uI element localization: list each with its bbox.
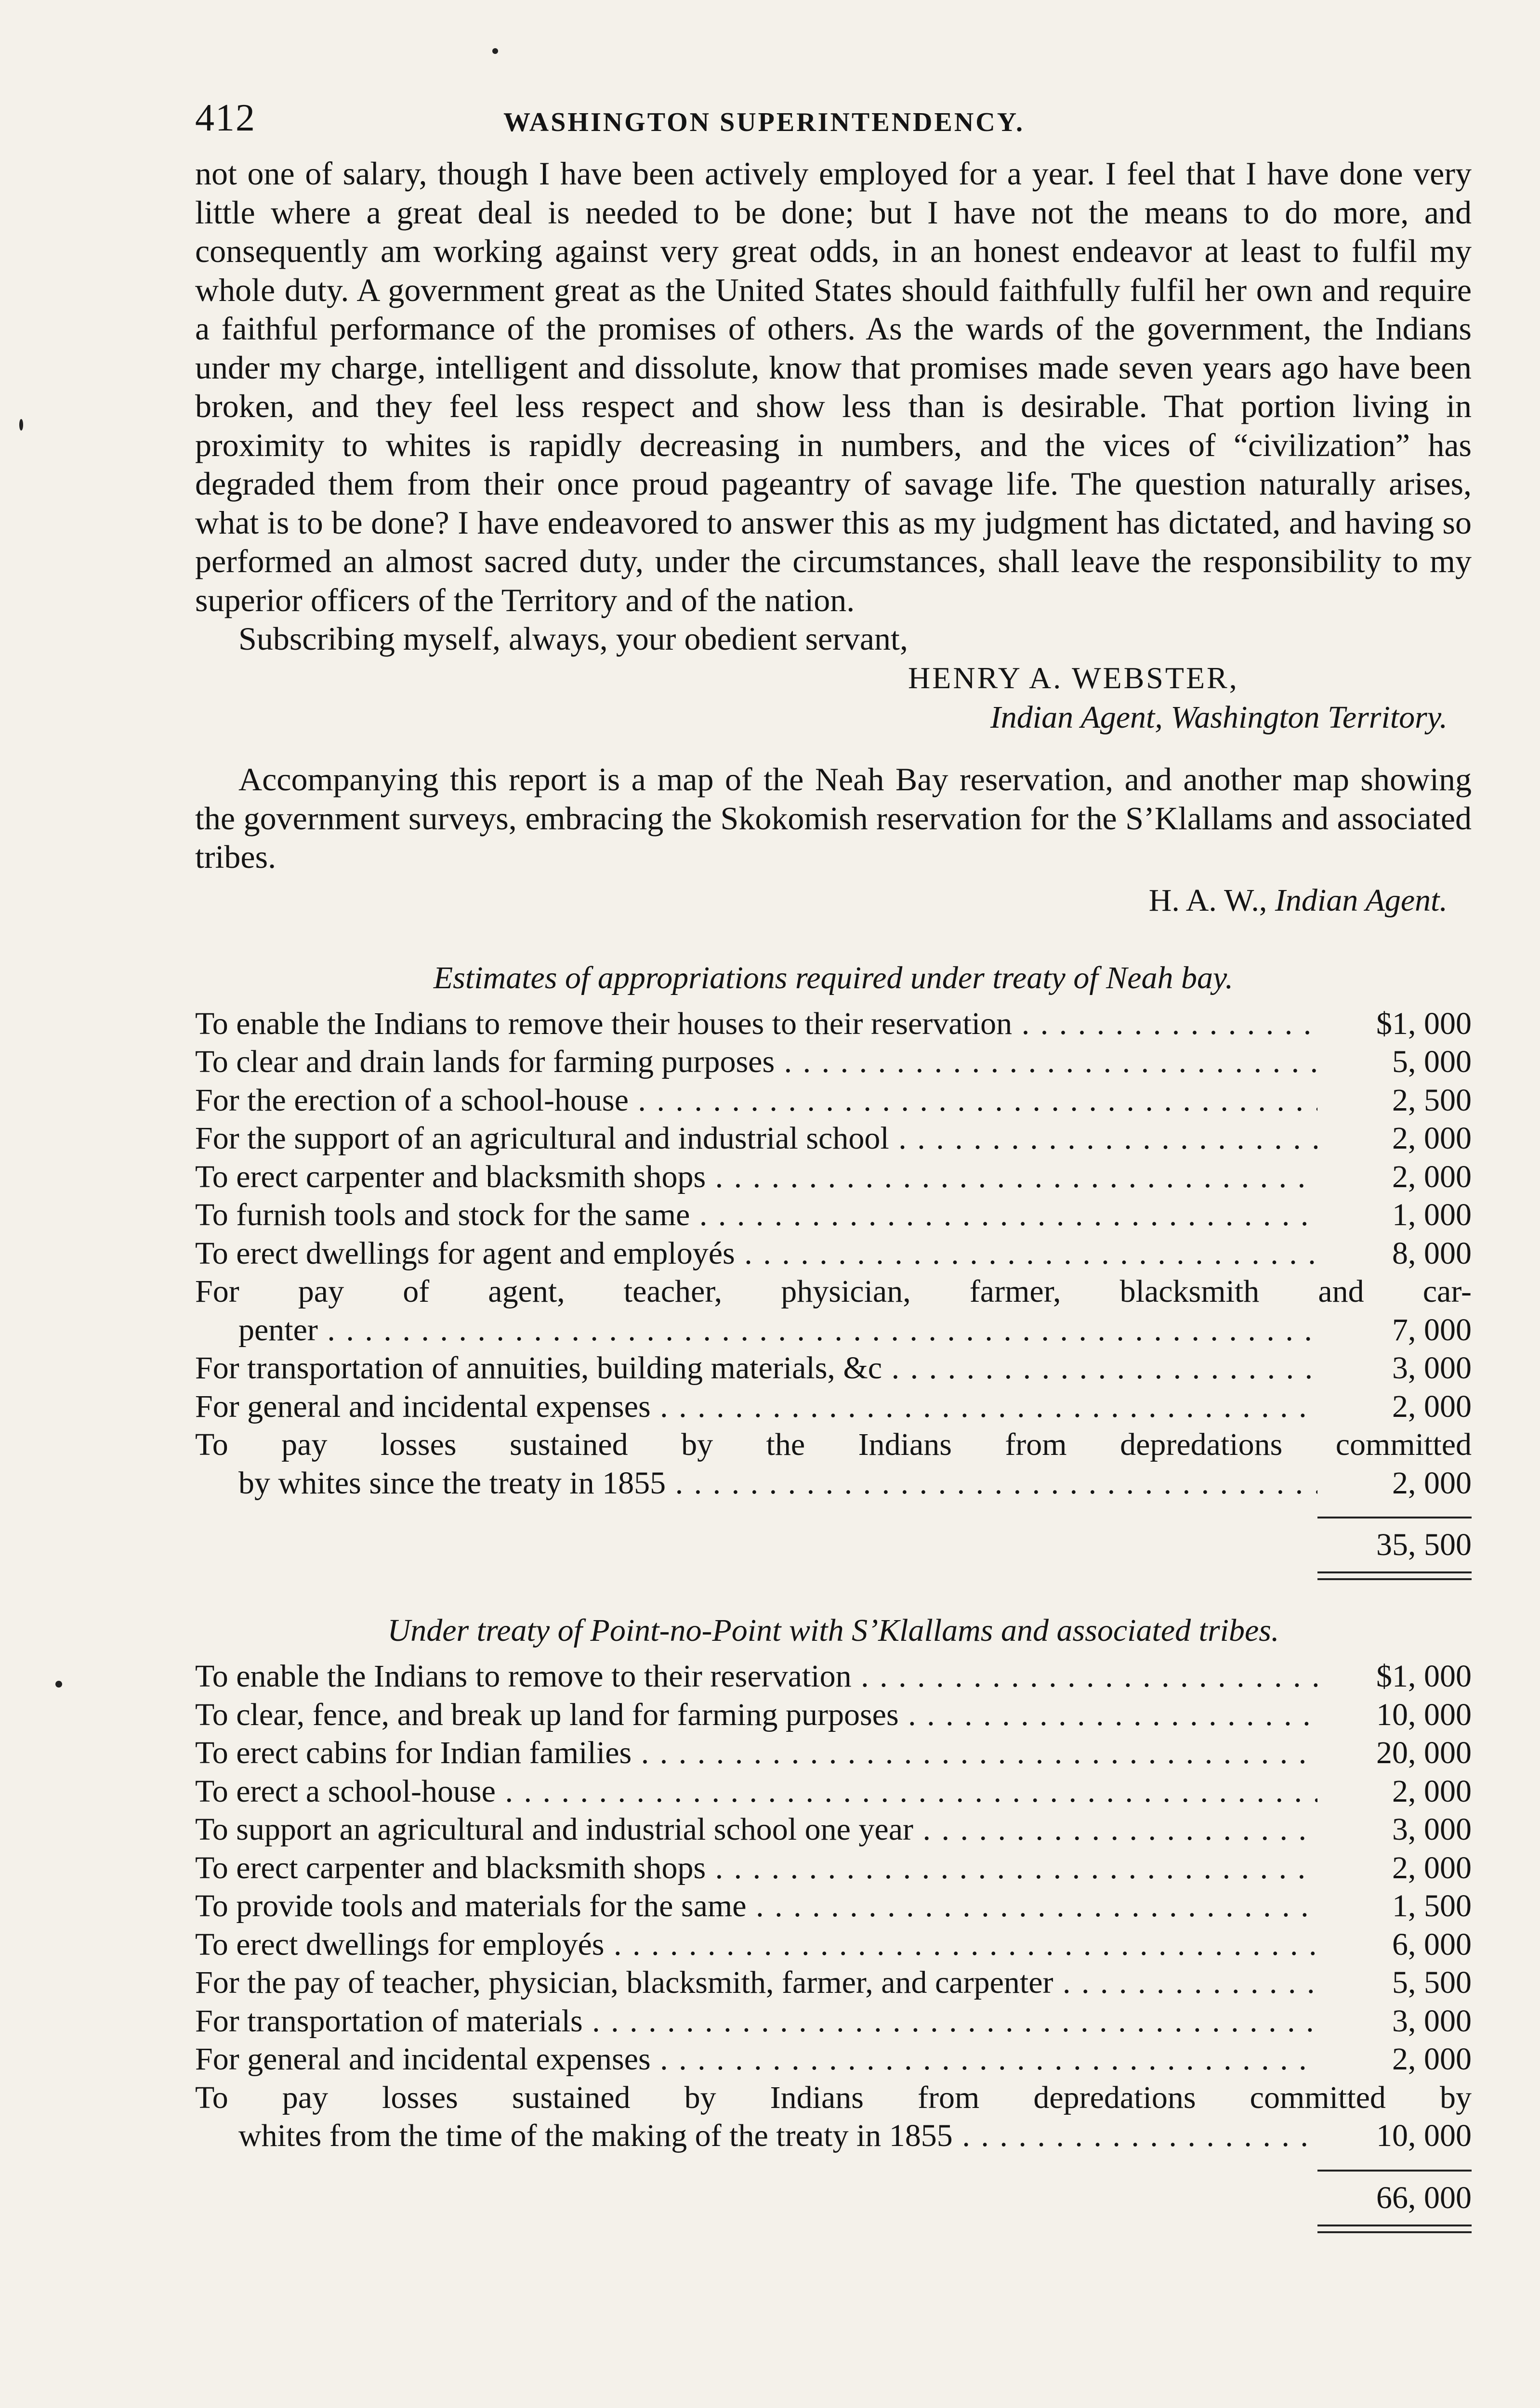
- point-no-point-heading: Under treaty of Point-no-Point with S’Klallams and associated tribes.: [387, 1613, 1279, 1648]
- scan-speck: [492, 48, 498, 54]
- item-label: To provide tools and materials for the same . . .: [195, 1887, 1317, 1925]
- neah-bay-heading: Estimates of appropriations required under treaty of Neah bay.: [433, 960, 1234, 995]
- item-label: For general and incidental expenses . . .: [195, 2040, 1317, 2079]
- item-label: To clear, fence, and break up land for farming purposes . . .: [195, 1696, 1317, 1734]
- table-row: [195, 1810, 1472, 1849]
- neah-bay-estimates: [195, 952, 1472, 1581]
- item-amount: 8, 000: [1392, 1235, 1472, 1271]
- item-label-line1: To pay losses sustained by Indians from depredations committed by: [195, 2080, 1472, 2115]
- item-label-line2: whites from the time of the making of the treaty in 1855 . . .: [238, 2117, 1317, 2155]
- item-amount: 3, 000: [1392, 1812, 1472, 1847]
- item-amount: 10, 000: [1376, 1697, 1472, 1732]
- item-amount: 2, 000: [1392, 1773, 1472, 1809]
- item-label: For the pay of teacher, physician, blacksmith, farmer, and carpenter . . .: [195, 1963, 1317, 2002]
- item-amount: $1, 000: [1376, 1006, 1472, 1041]
- item-label-line2: by whites since the treaty in 1855 . . .: [238, 1464, 1317, 1503]
- table-row: [195, 1272, 1472, 1349]
- item-label: To erect dwellings for agent and employés . . .: [195, 1234, 1317, 1273]
- table-row: [195, 1387, 1472, 1426]
- table-row: [195, 2079, 1472, 2155]
- initials-title: Indian Agent.: [1275, 882, 1448, 918]
- item-amount: 2, 000: [1392, 1465, 1472, 1501]
- agent-initials: [195, 877, 1472, 925]
- item-label: To erect a school-house . . .: [195, 1772, 1317, 1811]
- item-label-line2: penter . . .: [238, 1311, 1317, 1349]
- item-label: For the support of an agricultural and industrial school . . .: [195, 1119, 1317, 1158]
- item-amount: 5, 000: [1392, 1044, 1472, 1079]
- initials-text: H. A. W.,: [1148, 882, 1267, 918]
- closing-line: Subscribing myself, always, your obedient servant,: [238, 620, 908, 657]
- item-label: To furnish tools and stock for the same . . .: [195, 1196, 1317, 1234]
- table-row: [195, 1196, 1472, 1234]
- item-label: To erect carpenter and blacksmith shops . . .: [195, 1849, 1317, 1887]
- item-amount: 1, 500: [1392, 1888, 1472, 1924]
- item-label: To erect cabins for Indian families . . .: [195, 1734, 1317, 1772]
- item-amount: 3, 000: [1392, 1350, 1472, 1386]
- item-amount: 6, 000: [1392, 1926, 1472, 1962]
- table-row: [195, 1005, 1472, 1043]
- item-amount: 5, 500: [1392, 1965, 1472, 2000]
- neah-bay-total-block: [1317, 1517, 1472, 1580]
- scan-speck: [19, 419, 23, 431]
- table-row: [195, 1657, 1472, 1696]
- page-number: 412: [195, 97, 256, 139]
- table-row: [195, 1772, 1472, 1811]
- item-amount: 7, 000: [1392, 1312, 1472, 1348]
- item-amount: 2, 000: [1392, 1388, 1472, 1424]
- item-label: For transportation of annuities, building materials, &c . . .: [195, 1349, 1317, 1387]
- item-label-line1: For pay of agent, teacher, physician, farmer, blacksmith and car-: [195, 1274, 1472, 1309]
- table-row: [195, 2002, 1472, 2041]
- page-header-title: WASHINGTON SUPERINTENDENCY.: [503, 107, 1025, 137]
- table-row: [195, 1234, 1472, 1273]
- total-double-rule: [1317, 2225, 1472, 2233]
- item-amount: 2, 000: [1392, 1121, 1472, 1156]
- report-paragraph: not one of salary, though I have been actively employed for a year. I feel that I have done very little where a great deal is needed to be done; but I have not the means to do more, and consequently am working against very great odds, in an honest endeavor at least to fulfil my whole duty. A government great as the United States should faithfully fulfil her own and require a faithful performance of the promises of others. As the wards of the government, the Indians under my charge, intelligent and dissolute, know that promises made seven years ago have been broken, and they feel less respect and show less than is desirable. That portion living in proximity to whites is rapidly decreasing in numbers, and the vices of “civilization” has degraded them from their once proud pageantry of savage life. The question naturally arises, what is to be done? I have endeavored to answer this as my judgment has dictated, and having so performed an almost sacred duty, under the circumstances, shall leave the responsibility to my superior officers of the Territory and of the nation.: [195, 155, 1472, 618]
- item-label: For general and incidental expenses . . .: [195, 1387, 1317, 1426]
- signature-title: Indian Agent, Washington Territory.: [990, 700, 1448, 735]
- table-row: [195, 1734, 1472, 1772]
- document-page: [195, 96, 1472, 2233]
- table-row: [195, 1081, 1472, 1120]
- table-row: [195, 1158, 1472, 1196]
- item-label: To clear and drain lands for farming purposes . . .: [195, 1043, 1317, 1081]
- item-amount: 2, 500: [1392, 1082, 1472, 1118]
- item-label-line1: To pay losses sustained by the Indians from depredations committed: [195, 1427, 1472, 1462]
- table-row: [195, 1963, 1472, 2002]
- table-row: [195, 2040, 1472, 2079]
- table-row: [195, 1119, 1472, 1158]
- point-no-point-estimates: [195, 1604, 1472, 2233]
- point-no-point-total: 66, 000: [1376, 2180, 1472, 2215]
- table-row: [195, 1696, 1472, 1734]
- item-label: To enable the Indians to remove to their reservation . . .: [195, 1657, 1317, 1696]
- item-amount: 10, 000: [1376, 2118, 1472, 2153]
- accompany-paragraph: Accompanying this report is a map of the Neah Bay reservation, and another map showing the government surveys, embracing the Skokomish reservation for the S’Klallams and associated tribes.: [195, 761, 1472, 875]
- item-amount: 3, 000: [1392, 2003, 1472, 2039]
- table-row: [195, 1349, 1472, 1387]
- table-row: [195, 1426, 1472, 1502]
- item-label: To enable the Indians to remove their houses to their reservation . . .: [195, 1005, 1317, 1043]
- item-label: For transportation of materials . . .: [195, 2002, 1317, 2041]
- running-head: [195, 96, 1472, 154]
- item-amount: 2, 000: [1392, 1850, 1472, 1885]
- table-row: [195, 1925, 1472, 1964]
- table-row: [195, 1849, 1472, 1887]
- item-label: To erect carpenter and blacksmith shops . . .: [195, 1158, 1317, 1196]
- table-row: [195, 1887, 1472, 1925]
- item-amount: $1, 000: [1376, 1659, 1472, 1694]
- item-amount: 1, 000: [1392, 1197, 1472, 1232]
- item-label: For the erection of a school-house . . .: [195, 1081, 1317, 1120]
- signature-name: HENRY A. WEBSTER,: [908, 661, 1239, 695]
- item-label: To support an agricultural and industrial school one year . . .: [195, 1810, 1317, 1849]
- table-row: [195, 1043, 1472, 1081]
- neah-bay-total: 35, 500: [1376, 1527, 1472, 1562]
- item-amount: 2, 000: [1392, 1159, 1472, 1194]
- item-amount: 2, 000: [1392, 2042, 1472, 2077]
- scan-speck: [55, 1681, 62, 1688]
- item-label: To erect dwellings for employés . . .: [195, 1925, 1317, 1964]
- total-double-rule: [1317, 1571, 1472, 1580]
- item-amount: 20, 000: [1376, 1735, 1472, 1770]
- point-no-point-total-block: [1317, 2170, 1472, 2233]
